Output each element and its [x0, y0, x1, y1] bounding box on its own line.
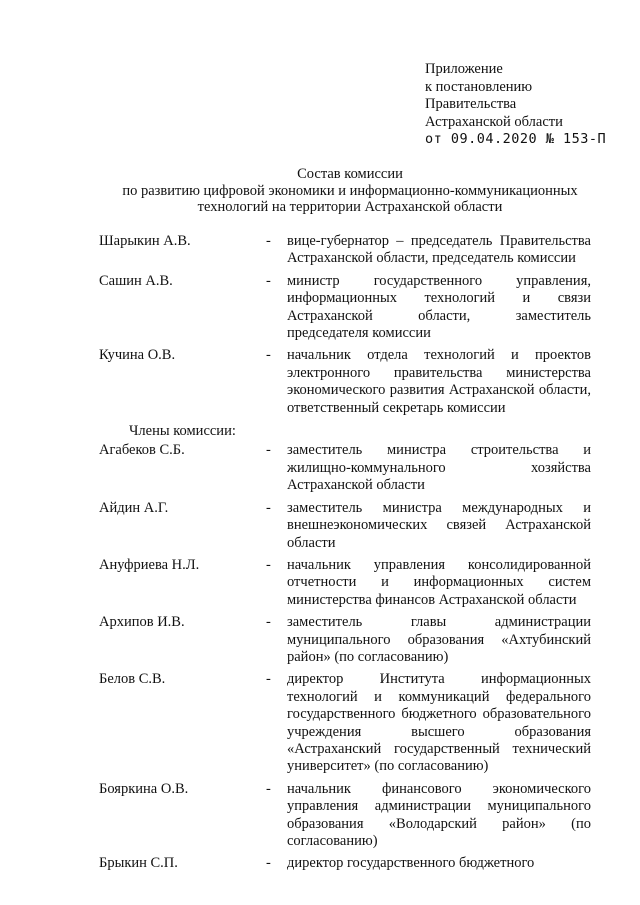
member-role: заместитель министра строительства и жилищно-коммунального хозяйства Астраханской области [287, 442, 591, 494]
member-row [99, 614, 591, 666]
appendix-line-3: Правительства [425, 96, 517, 113]
member-dash: - [266, 556, 271, 573]
member-name: Агабеков С.Б. [99, 442, 185, 459]
appendix-line-2: к постановлению [425, 78, 533, 95]
member-dash: - [266, 780, 271, 797]
member-name: Архипов И.В. [99, 614, 185, 631]
member-role: начальник управления консолидированной отчетности и информационных систем министерства финансов Астраханской области [287, 556, 591, 608]
member-row [99, 442, 591, 494]
member-name: Кучина О.В. [99, 347, 176, 364]
member-dash: - [266, 442, 271, 459]
member-name: Брыкин С.П. [99, 855, 178, 872]
member-row [99, 347, 591, 417]
appendix-line-4: Астраханской области [425, 113, 563, 130]
member-role: вице-губернатор – председатель Правительства Астраханской области, председатель комиссии [287, 233, 591, 267]
document-title [90, 166, 610, 216]
title-line-1: Состав комиссии [297, 166, 403, 182]
member-row [99, 273, 591, 343]
member-name: Белов С.В. [99, 671, 166, 688]
member-role: начальник финансового экономического управления администрации муниципального образования «Володарский район» (по согласованию) [287, 780, 591, 849]
appendix-date-line: от 09.04.2020 № 153-П [425, 131, 607, 148]
title-line-3: технологий на территории Астраханской области [197, 199, 503, 215]
member-name: Айдин А.Г. [99, 499, 169, 516]
member-role: начальник отдела технологий и проектов электронного правительства министерства экономического развития Астраханской области, ответственный секретарь комиссии [287, 347, 591, 416]
member-role: министр государственного управления, информационных технологий и связи Астраханской области, заместитель председателя комиссии [287, 272, 591, 342]
member-row [99, 557, 591, 609]
member-dash: - [266, 671, 271, 688]
member-role: заместитель министра международных и внешнеэкономических связей Астраханской области [287, 499, 591, 551]
member-name: Шарыкин А.В. [99, 233, 191, 249]
commission-list [99, 233, 591, 878]
members-section-label: Члены комиссии: [129, 423, 236, 440]
member-name: Ануфриева Н.Л. [99, 556, 200, 573]
member-dash: - [266, 272, 271, 289]
appendix-line-1: Приложение [425, 61, 503, 77]
member-role: заместитель главы администрации муниципального образования «Ахтубинский район» (по согласованию) [287, 614, 591, 665]
member-row [99, 855, 591, 872]
appendix-block [425, 61, 606, 149]
member-dash: - [266, 347, 271, 364]
member-dash: - [266, 614, 271, 631]
member-role: директор государственного бюджетного [287, 855, 535, 872]
member-dash: - [266, 499, 271, 516]
member-row [99, 233, 591, 268]
member-dash: - [266, 855, 271, 872]
member-row [99, 500, 591, 552]
member-dash: - [266, 233, 271, 249]
member-role: директор Института информационных технологий и коммуникаций федерального государственного бюджетного образовательного учреждения высшего образования «Астраханский государственный технический университет» (по согласованию) [287, 671, 591, 775]
member-name: Бояркина О.В. [99, 780, 189, 797]
title-line-2: по развитию цифровой экономики и информационно-коммуникационных [122, 182, 578, 199]
member-name: Сашин А.В. [99, 272, 173, 289]
member-row [99, 781, 591, 851]
member-row [99, 671, 591, 775]
